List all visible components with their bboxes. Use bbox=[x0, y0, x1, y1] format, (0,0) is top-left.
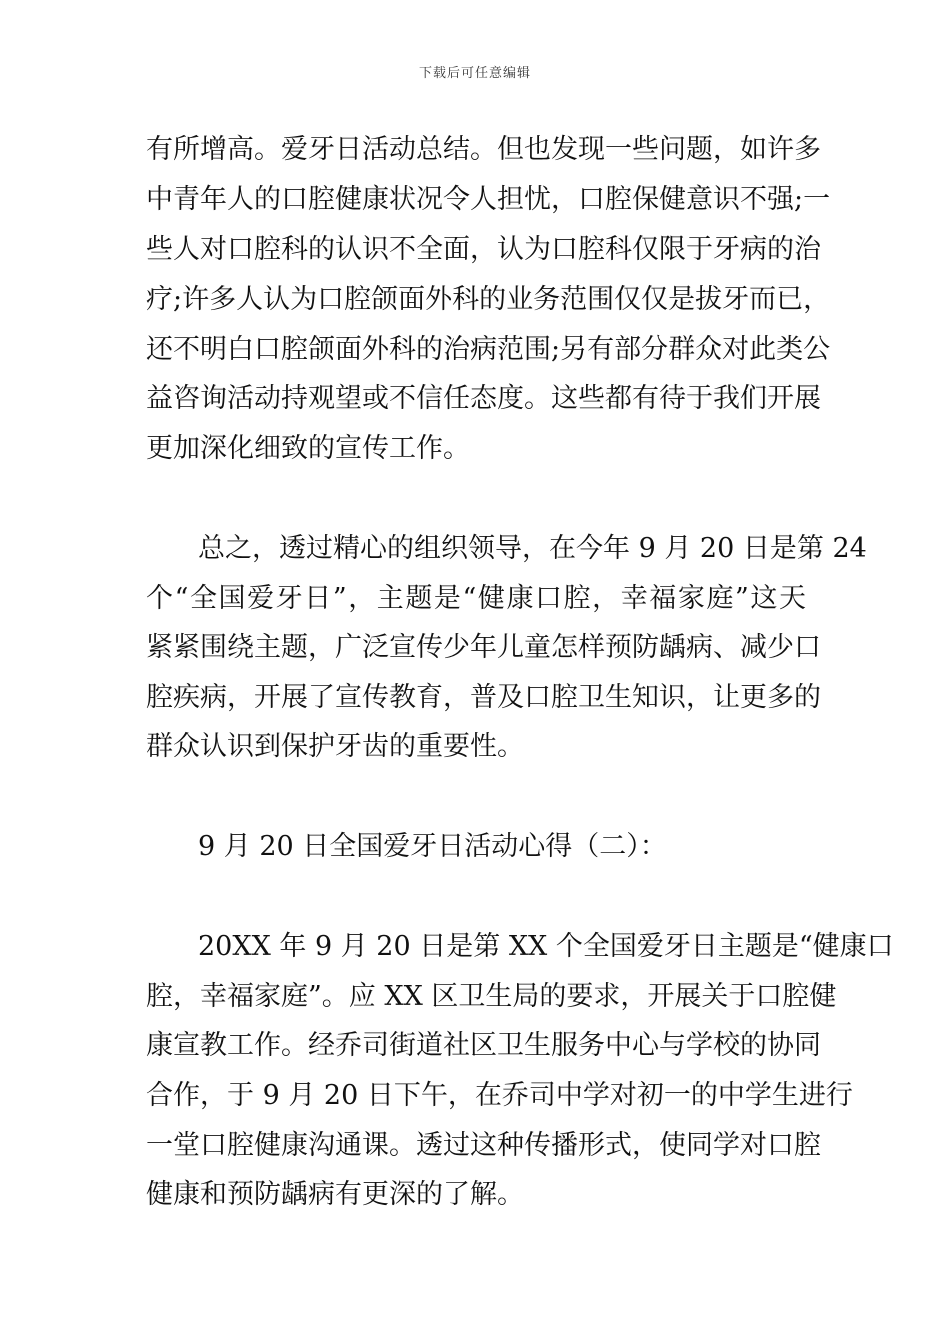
page-header: 下载后可任意编辑 bbox=[418, 66, 531, 81]
paragraph-4-line-4: 合作，于 9 月 20 日下午，在乔司中学对初一的中学生进行 bbox=[146, 1080, 853, 1111]
paragraph-1-line-4: 疗;许多人认为口腔颌面外科的业务范围仅仅是拔牙而已， bbox=[146, 284, 831, 315]
paragraph-1-line-5: 还不明白口腔颌面外科的治病范围;另有部分群众对此类公 bbox=[146, 334, 831, 365]
paragraph-4-line-2: 腔，幸福家庭”。应 XX 区卫生局的要求，开展关于口腔健 bbox=[146, 981, 837, 1012]
paragraph-2-line-3: 紧紧围绕主题，广泛宣传少年儿童怎样预防龋病、减少口 bbox=[146, 632, 821, 663]
paragraph-2-line-1: 总之，透过精心的组织领导，在今年 9 月 20 日是第 24 bbox=[198, 533, 867, 564]
paragraph-1-line-2: 中青年人的口腔健康状况令人担忧，口腔保健意识不强;一 bbox=[146, 184, 831, 215]
paragraph-2-line-2: 个“全国爱牙日”，主题是“健康口腔，幸福家庭”这天 bbox=[146, 583, 806, 614]
paragraph-4-line-3: 康宣教工作。经乔司街道社区卫生服务中心与学校的协同 bbox=[146, 1030, 821, 1061]
paragraph-2-line-5: 群众认识到保护牙齿的重要性。 bbox=[146, 731, 524, 762]
paragraph-1-line-7: 更加深化细致的宣传工作。 bbox=[146, 433, 470, 464]
paragraph-4-line-6: 健康和预防龋病有更深的了解。 bbox=[146, 1179, 524, 1210]
paragraph-2-line-4: 腔疾病，开展了宣传教育，普及口腔卫生知识，让更多的 bbox=[146, 682, 821, 713]
paragraph-4-line-1: 20XX 年 9 月 20 日是第 XX 个全国爱牙日主题是“健康口 bbox=[198, 931, 894, 962]
paragraph-4-line-5: 一堂口腔健康沟通课。透过这种传播形式，使同学对口腔 bbox=[146, 1130, 821, 1161]
paragraph-1-line-6: 益咨询活动持观望或不信任态度。这些都有待于我们开展 bbox=[146, 383, 821, 414]
section-heading: 9 月 20 日全国爱牙日活动心得（二）： bbox=[198, 831, 667, 862]
paragraph-1-line-3: 些人对口腔科的认识不全面，认为口腔科仅限于牙病的治 bbox=[146, 234, 821, 265]
paragraph-1-line-1: 有所增高。爱牙日活动总结。但也发现一些问题，如许多 bbox=[146, 134, 821, 165]
